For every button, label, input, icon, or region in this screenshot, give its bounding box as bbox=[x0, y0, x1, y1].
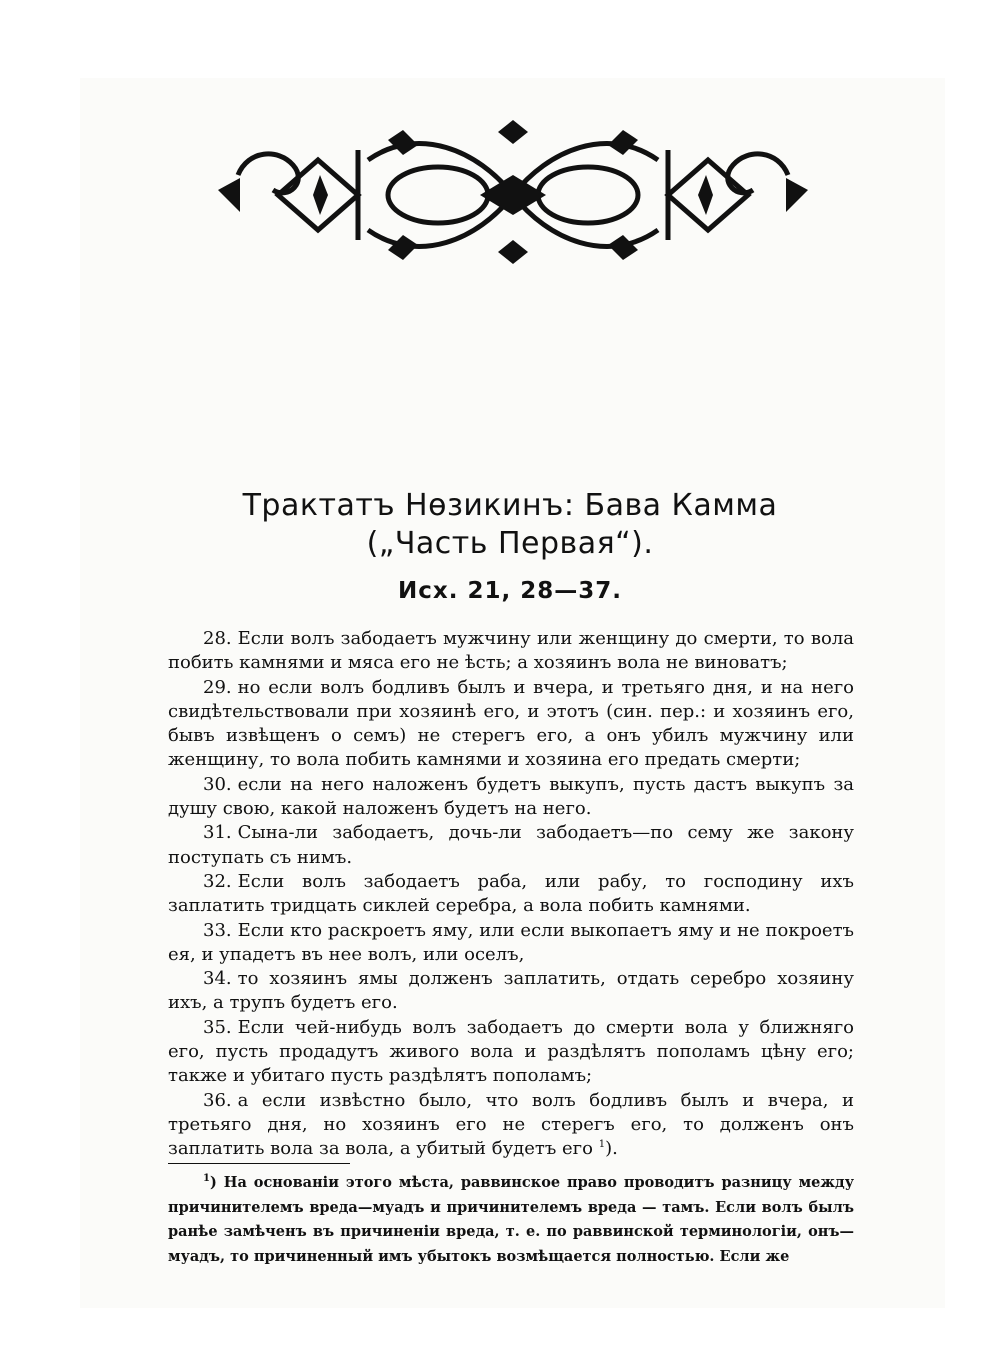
verse-28 bbox=[168, 627, 854, 676]
verse-text: Сына-ли забодаетъ, дочь-ли забодаетъ—по сему же закону поступать съ нимъ. bbox=[168, 822, 854, 868]
verse-text: если на него наложенъ будетъ выкупъ, пусть дастъ выкупъ за душу свою, какой наложенъ будетъ на него. bbox=[168, 773, 854, 820]
verse-30 bbox=[168, 773, 854, 822]
footnote-rule bbox=[168, 1163, 350, 1164]
treatise-title: Трактатъ Нөзикинъ: Бава Камма bbox=[242, 488, 778, 523]
verse-text: Если волъ забодаетъ раба, или рабу, то господину ихъ заплатить тридцать сиклей серебра, а вола побить камнями. bbox=[168, 870, 854, 917]
verse-34 bbox=[168, 967, 854, 1016]
verse-number: 29. bbox=[203, 676, 232, 698]
verse-33 bbox=[168, 919, 854, 968]
footnote-text: На основаніи этого мѣста, раввинское право проводитъ разницу между причинителемъ вреда—муадъ и причинителемъ вреда — тамъ. Если волъ былъ ранѣе замѣченъ въ причиненіи вреда, т. е. по раввинской терминологіи, онъ—муадъ, то причиненный имъ убытокъ возмѣщается полностью. Если же bbox=[168, 1174, 854, 1265]
treatise-part-title: („Часть Первая“). bbox=[366, 526, 654, 561]
verse-text: Если чей-нибудь волъ забодаетъ до смерти вола у ближняго его, пусть продадутъ живого вола и раздѣлятъ пополамъ цѣну его; также и убитаго пусть раздѣлятъ пополамъ; bbox=[168, 1016, 854, 1087]
verse-text: но если волъ бодливъ былъ и вчера, и третьяго дня, и на него свидѣтельствовали при хозяинѣ его, и этотъ (син. пер.: и хозяинъ его, бывъ извѣщенъ о семъ) не стерегъ его, а онъ убилъ мужчину или женщину, то вола побить камнями и хозяина его предать смерти; bbox=[168, 676, 854, 771]
scripture-reference: Исх. 21, 28—37. bbox=[398, 578, 622, 604]
verse-number: 36. bbox=[203, 1089, 232, 1111]
verse-number: 31. bbox=[203, 822, 232, 844]
verse-32 bbox=[168, 870, 854, 919]
decorative-headpiece bbox=[218, 120, 808, 270]
footnote-marker-tail: ) bbox=[209, 1174, 217, 1191]
verse-text: то хозяинъ ямы долженъ заплатить, отдать серебро хозяину ихъ, а трупъ будетъ его. bbox=[168, 968, 854, 1014]
verse-number: 32. bbox=[203, 870, 232, 892]
verse-text: Если волъ забодаетъ мужчину или женщину до смерти, то вола побить камнями и мяса его не ѣсть; а хозяинъ вола не виноватъ; bbox=[168, 628, 854, 674]
verse-29 bbox=[168, 676, 854, 773]
verse-number: 28. bbox=[203, 628, 232, 649]
footnote-reference[interactable]: 1 bbox=[598, 1139, 606, 1151]
verse-text: Если кто раскроетъ яму, или если выкопаетъ яму и не покроетъ ея, и упадетъ въ нее волъ, или оселъ, bbox=[168, 919, 854, 965]
footnote-marker: 1 bbox=[203, 1173, 210, 1185]
verses-body bbox=[168, 627, 854, 1162]
verse-number: 34. bbox=[203, 968, 232, 990]
verse-number: 35. bbox=[203, 1016, 232, 1038]
verse-35 bbox=[168, 1016, 854, 1089]
verse-36 bbox=[168, 1089, 854, 1162]
verse-text-tail: ). bbox=[605, 1138, 618, 1160]
footnote bbox=[168, 1171, 854, 1269]
verse-number: 33. bbox=[203, 919, 232, 941]
verse-number: 30. bbox=[203, 773, 232, 795]
verse-31 bbox=[168, 821, 854, 870]
verse-text: а если извѣстно было, что волъ бодливъ былъ и вчера, и третьяго дня, но хозяинъ его не стерегъ его, то долженъ онъ заплатить вола за вола, а убитый будетъ его bbox=[168, 1089, 854, 1160]
